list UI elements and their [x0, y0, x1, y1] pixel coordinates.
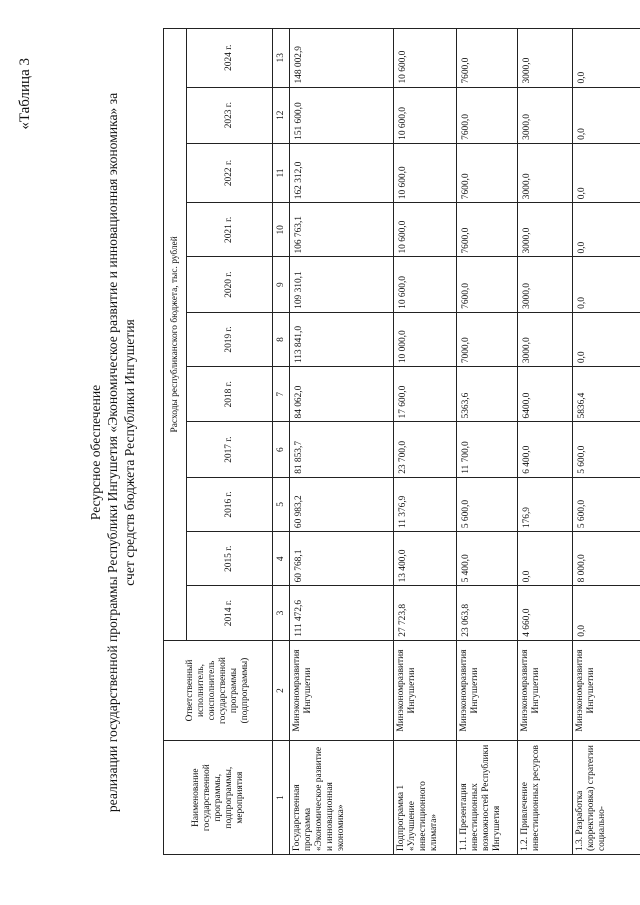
value-cell: 7600,0: [457, 203, 518, 257]
title-line-3: счет средств бюджета Республики Ингушетия: [122, 319, 137, 586]
value-cell: 81 853,7: [290, 422, 394, 477]
value-cell: 176,9: [518, 477, 573, 531]
column-index: 6: [273, 422, 290, 477]
value-cell: 7600,0: [457, 143, 518, 202]
value-cell: 0,0: [573, 29, 640, 88]
value-cell: 3000,0: [518, 143, 573, 202]
value-cell: 7600,0: [457, 87, 518, 143]
year-header: 2014 г.: [187, 586, 273, 640]
value-cell: 17 600,0: [394, 367, 457, 422]
value-cell: 5 600,0: [457, 477, 518, 531]
value-cell: 27 723,8: [394, 586, 457, 640]
value-cell: 23 700,0: [394, 422, 457, 477]
column-index: 13: [273, 29, 290, 88]
value-cell: 151 600,0: [290, 87, 394, 143]
column-index: 10: [273, 203, 290, 257]
value-cell: 109 310,1: [290, 257, 394, 312]
column-index: 3: [273, 586, 290, 640]
value-cell: 7600,0: [457, 257, 518, 312]
value-cell: 11 376,9: [394, 477, 457, 531]
value-cell: 0,0: [573, 87, 640, 143]
value-cell: 10 600,0: [394, 203, 457, 257]
value-cell: 3000,0: [518, 203, 573, 257]
value-cell: 10 600,0: [394, 257, 457, 312]
value-cell: 7600,0: [457, 29, 518, 88]
year-header: 2023 г.: [187, 87, 273, 143]
table-row: [290, 29, 394, 855]
value-cell: 4 660,0: [518, 586, 573, 640]
table-row: [518, 29, 573, 855]
year-header: 2021 г.: [187, 203, 273, 257]
value-cell: 10 600,0: [394, 87, 457, 143]
value-cell: 84 062,0: [290, 367, 394, 422]
row-name: Государственная программа «Экономическое развитие и инновационная экономика»: [290, 741, 394, 855]
header-name: Наименование государственной программы, подпрограммы, мероприятия: [164, 741, 273, 855]
value-cell: 5363,6: [457, 367, 518, 422]
title-line-1: Ресурсное обеспечение: [88, 384, 103, 521]
year-header: 2020 г.: [187, 257, 273, 312]
table-row: [573, 29, 640, 855]
row-name: 1.1. Презентация инвестиционных возможностей Республики Ингушетия: [457, 741, 518, 855]
row-executor: Минэкономразвития Ингушетии: [518, 640, 573, 741]
year-header: 2019 г.: [187, 312, 273, 366]
value-cell: 3000,0: [518, 257, 573, 312]
column-index: 9: [273, 257, 290, 312]
value-cell: 0,0: [573, 203, 640, 257]
year-header: 2024 г.: [187, 29, 273, 88]
value-cell: 13 400,0: [394, 532, 457, 586]
column-index: 5: [273, 477, 290, 531]
value-cell: 162 312,0: [290, 143, 394, 202]
value-cell: 11 700,0: [457, 422, 518, 477]
value-cell: 10 600,0: [394, 143, 457, 202]
row-name: 1.2. Привлечение инвестиционных ресурсов: [518, 741, 573, 855]
value-cell: 3000,0: [518, 29, 573, 88]
value-cell: 0,0: [573, 312, 640, 366]
column-index: 7: [273, 367, 290, 422]
table-row: [457, 29, 518, 855]
value-cell: 0,0: [573, 586, 640, 640]
row-name: Подпрограмма 1 «Улучшение инвестиционного климата»: [394, 741, 457, 855]
value-cell: 148 002,9: [290, 29, 394, 88]
value-cell: 5 600,0: [573, 477, 640, 531]
value-cell: 0,0: [573, 257, 640, 312]
row-executor: Минэкономразвития Ингушетии: [394, 640, 457, 741]
value-cell: 6 400,0: [518, 422, 573, 477]
value-cell: 10 600,0: [394, 29, 457, 88]
column-index: 2: [273, 640, 290, 741]
value-cell: 7000,0: [457, 312, 518, 366]
header-executor: Ответственный исполнитель, соисполнитель государственной программы (подпрограммы): [164, 640, 273, 741]
column-index: 12: [273, 87, 290, 143]
table-label: «Таблица 3: [17, 58, 33, 130]
value-cell: 111 472,6: [290, 586, 394, 640]
value-cell: 106 763,1: [290, 203, 394, 257]
year-header: 2018 г.: [187, 367, 273, 422]
row-executor: Минэкономразвития Ингушетии: [573, 640, 640, 741]
value-cell: 5 400,0: [457, 532, 518, 586]
value-cell: 60 983,2: [290, 477, 394, 531]
value-cell: 60 768,1: [290, 532, 394, 586]
year-header: 2017 г.: [187, 422, 273, 477]
title-line-2: реализации государственной программы Республики Ингушетия «Экономическое развитие и инновационная экономика» за: [105, 92, 120, 813]
table-row: [394, 29, 457, 855]
value-cell: 23 063,8: [457, 586, 518, 640]
column-index: 4: [273, 532, 290, 586]
row-executor: Минэкономразвития Ингушетии: [290, 640, 394, 741]
value-cell: 10 000,0: [394, 312, 457, 366]
value-cell: 0,0: [518, 532, 573, 586]
budget-table: [163, 28, 640, 855]
year-header: 2016 г.: [187, 477, 273, 531]
year-header: 2022 г.: [187, 143, 273, 202]
value-cell: 3000,0: [518, 87, 573, 143]
column-index: 8: [273, 312, 290, 366]
column-index: 11: [273, 143, 290, 202]
row-name: 1.3. Разработка (корректировка) стратегии социально-: [573, 741, 640, 855]
value-cell: 0,0: [573, 143, 640, 202]
value-cell: 5 600,0: [573, 422, 640, 477]
row-executor: Минэкономразвития Ингушетии: [457, 640, 518, 741]
value-cell: 6400,0: [518, 367, 573, 422]
value-cell: 113 841,0: [290, 312, 394, 366]
value-cell: 5836,4: [573, 367, 640, 422]
year-header: 2015 г.: [187, 532, 273, 586]
value-cell: 8 000,0: [573, 532, 640, 586]
column-index: 1: [273, 741, 290, 855]
value-cell: 3000,0: [518, 312, 573, 366]
header-expenses: Расходы республиканского бюджета, тыс. рублей: [164, 29, 187, 641]
